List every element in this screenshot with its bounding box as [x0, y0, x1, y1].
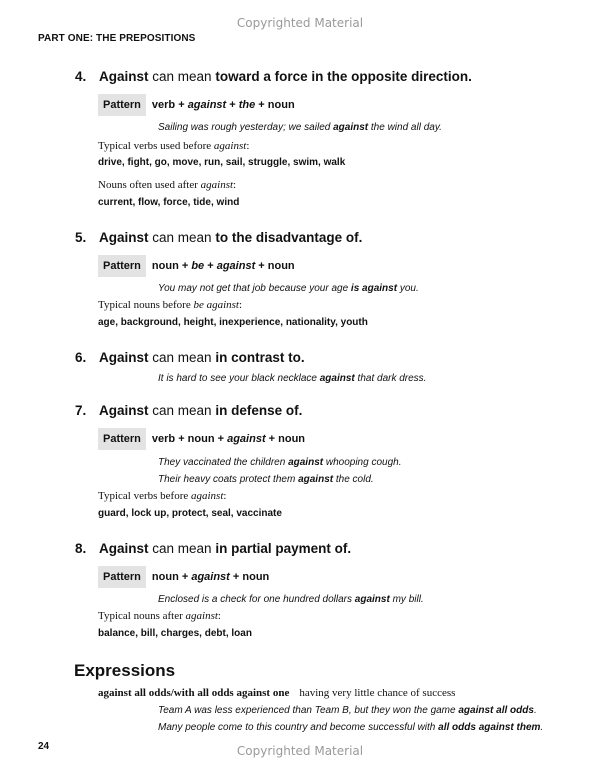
pattern-tag: Pattern [98, 94, 146, 116]
section-7-list-1-label: Typical verbs before against: [98, 490, 227, 502]
section-5-list-1-words: age, background, height, inexperience, nationality, youth [98, 317, 368, 328]
keyword: Against [99, 541, 149, 556]
section-4-list-2-label: Nouns often used after against: [98, 179, 237, 191]
section-meaning: in contrast to. [215, 350, 305, 365]
section-7-example-1: They vaccinated the children against whooping cough. [158, 457, 402, 468]
expression-entry [98, 687, 455, 699]
pattern-tag: Pattern [98, 428, 146, 450]
section-7-pattern [98, 428, 305, 450]
section-6-heading [75, 350, 305, 365]
section-5-pattern [98, 255, 295, 277]
section-number: 4. [75, 69, 87, 84]
can-mean: can mean [152, 541, 212, 556]
section-number: 7. [75, 403, 87, 418]
section-4-list-2-words: current, flow, force, tide, wind [98, 197, 240, 208]
section-5-list-1-label: Typical nouns before be against: [98, 299, 243, 311]
keyword: Against [99, 350, 149, 365]
pattern-formula: noun + be + against + noun [151, 260, 295, 272]
section-5-heading [75, 230, 362, 245]
pattern-formula: noun + against + noun [151, 571, 270, 583]
page-number: 24 [38, 741, 50, 752]
pattern-formula: verb + noun + against + noun [151, 433, 306, 445]
section-8-list-1-label: Typical nouns after against: [98, 610, 221, 622]
watermark-top: Copyrighted Material [236, 16, 364, 30]
section-number: 8. [75, 541, 87, 556]
section-8-example-1: Enclosed is a check for one hundred dollars against my bill. [158, 594, 424, 605]
expression-term: against all odds/with all odds against one [98, 687, 290, 699]
section-7-list-1-words: guard, lock up, protect, seal, vaccinate [98, 508, 282, 519]
section-4-list-1-words: drive, fight, go, move, run, sail, struggle, swim, walk [98, 157, 346, 168]
watermark-bottom: Copyrighted Material [236, 744, 364, 758]
keyword: Against [99, 403, 149, 418]
section-6-example-1: It is hard to see your black necklace against that dark dress. [158, 373, 427, 384]
section-number: 6. [75, 350, 87, 365]
expressions-title: Expressions [74, 661, 176, 680]
section-7-example-2: Their heavy coats protect them against the cold. [158, 474, 374, 485]
section-8-pattern [98, 566, 269, 588]
can-mean: can mean [152, 403, 212, 418]
section-meaning: to the disadvantage of. [215, 230, 363, 245]
section-7-heading [75, 403, 302, 418]
running-head: PART ONE: THE PREPOSITIONS [38, 33, 196, 44]
can-mean: can mean [152, 69, 212, 84]
section-4-heading [75, 69, 472, 84]
section-meaning: in partial payment of. [215, 541, 352, 556]
section-5-example-1: You may not get that job because your age is against you. [158, 283, 419, 294]
expression-definition: having very little chance of success [299, 687, 456, 699]
can-mean: can mean [152, 350, 212, 365]
section-number: 5. [75, 230, 87, 245]
keyword: Against [99, 230, 149, 245]
expression-example-2: Many people come to this country and become successful with all odds against them. [158, 722, 544, 733]
section-4-example-1: Sailing was rough yesterday; we sailed against the wind all day. [158, 122, 442, 133]
section-meaning: toward a force in the opposite direction. [215, 69, 472, 84]
pattern-formula: verb + against + the + noun [151, 99, 295, 111]
pattern-tag: Pattern [98, 255, 146, 277]
section-meaning: in defense of. [215, 403, 303, 418]
keyword: Against [99, 69, 149, 84]
section-4-list-1-label: Typical verbs used before against: [98, 140, 250, 152]
pattern-tag: Pattern [98, 566, 146, 588]
expression-example-1: Team A was less experienced than Team B, but they won the game against all odds. [158, 705, 537, 716]
section-8-list-1-words: balance, bill, charges, debt, loan [98, 628, 252, 639]
section-4-pattern [98, 94, 295, 116]
can-mean: can mean [152, 230, 212, 245]
section-8-heading [75, 541, 351, 556]
